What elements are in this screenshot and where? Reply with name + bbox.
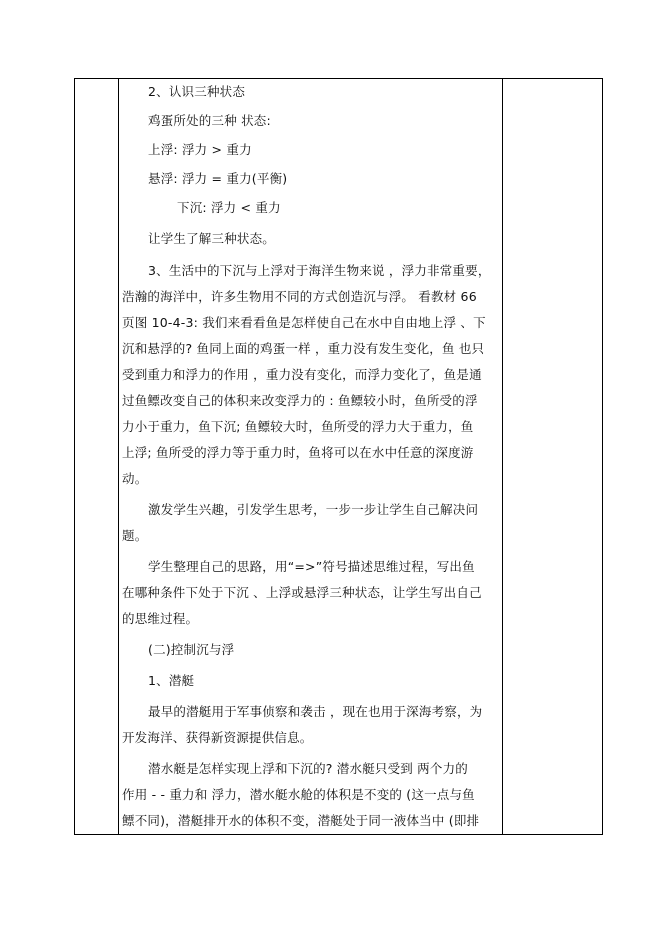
text-line: 作用 - - 重力和 浮力，潜水艇水舱的体积是不变的 (这一点与鱼 [122, 787, 475, 802]
text-line: 2、认识三种状态 [148, 84, 246, 99]
text-line: (二)控制沉与浮 [148, 642, 235, 657]
text-line: 潜水艇是怎样实现上浮和下沉的? 潜水艇只受到 两个力的 [148, 761, 468, 776]
table-column-divider-right [502, 79, 503, 834]
text-line: 悬浮: 浮力 = 重力(平衡) [148, 171, 288, 186]
text-line: 3、生活中的下沉与上浮对于海洋生物来说 ，浮力非常重要， [148, 263, 491, 278]
text-line: 过鱼鳔改变自己的体积来改变浮力的 : 鱼鳔较小时，鱼所受的浮 [122, 393, 478, 408]
text-line: 鸡蛋所处的三种 状态: [148, 113, 271, 128]
text-line: 页图 10-4-3: 我们来看看鱼是怎样使自己在水中自由地上浮 、下 [122, 315, 486, 330]
text-line: 上浮; 鱼所受的浮力等于重力时，鱼将可以在水中任意的深度游 [122, 445, 474, 460]
text-line: 在哪种条件下处于下沉 、上浮或悬浮三种状态，让学生写出自己 [122, 585, 482, 600]
text-line: 鳔不同)，潜艇排开水的体积不变，潜艇处于同一液体当中 (即排 [122, 813, 480, 828]
text-line: 动。 [122, 471, 148, 486]
text-line: 沉和悬浮的? 鱼同上面的鸡蛋一样 ，重力没有发生变化，鱼 也只 [122, 341, 485, 356]
text-line: 浩瀚的海洋中，许多生物用不同的方式创造沉与浮。 看教材 66 [122, 289, 477, 304]
text-line: 题。 [122, 528, 148, 543]
text-line: 学生整理自己的思路，用“=>”符号描述思维过程，写出鱼 [148, 559, 475, 574]
text-line: 力小于重力，鱼下沉; 鱼鳔较大时，鱼所受的浮力大于重力，鱼 [122, 419, 474, 434]
text-line: 受到重力和浮力的作用 ，重力没有变化，而浮力变化了，鱼是通 [122, 367, 482, 382]
text-line: 最早的潜艇用于军事侦察和袭击 ，现在也用于深海考察，为 [148, 704, 483, 719]
lesson-content-cell [122, 78, 498, 835]
table-column-divider-left [118, 79, 119, 834]
text-line: 开发海洋、获得新资源提供信息。 [122, 730, 313, 745]
text-line: 的思维过程。 [122, 611, 199, 626]
text-line: 下沉: 浮力 < 重力 [177, 200, 281, 215]
text-line: 上浮: 浮力 > 重力 [148, 142, 252, 157]
text-line: 激发学生兴趣，引发学生思考，一步一步让学生自己解决问 [148, 502, 479, 517]
text-line: 1、潜艇 [148, 673, 195, 688]
text-line: 让学生了解三种状态。 [148, 231, 276, 246]
